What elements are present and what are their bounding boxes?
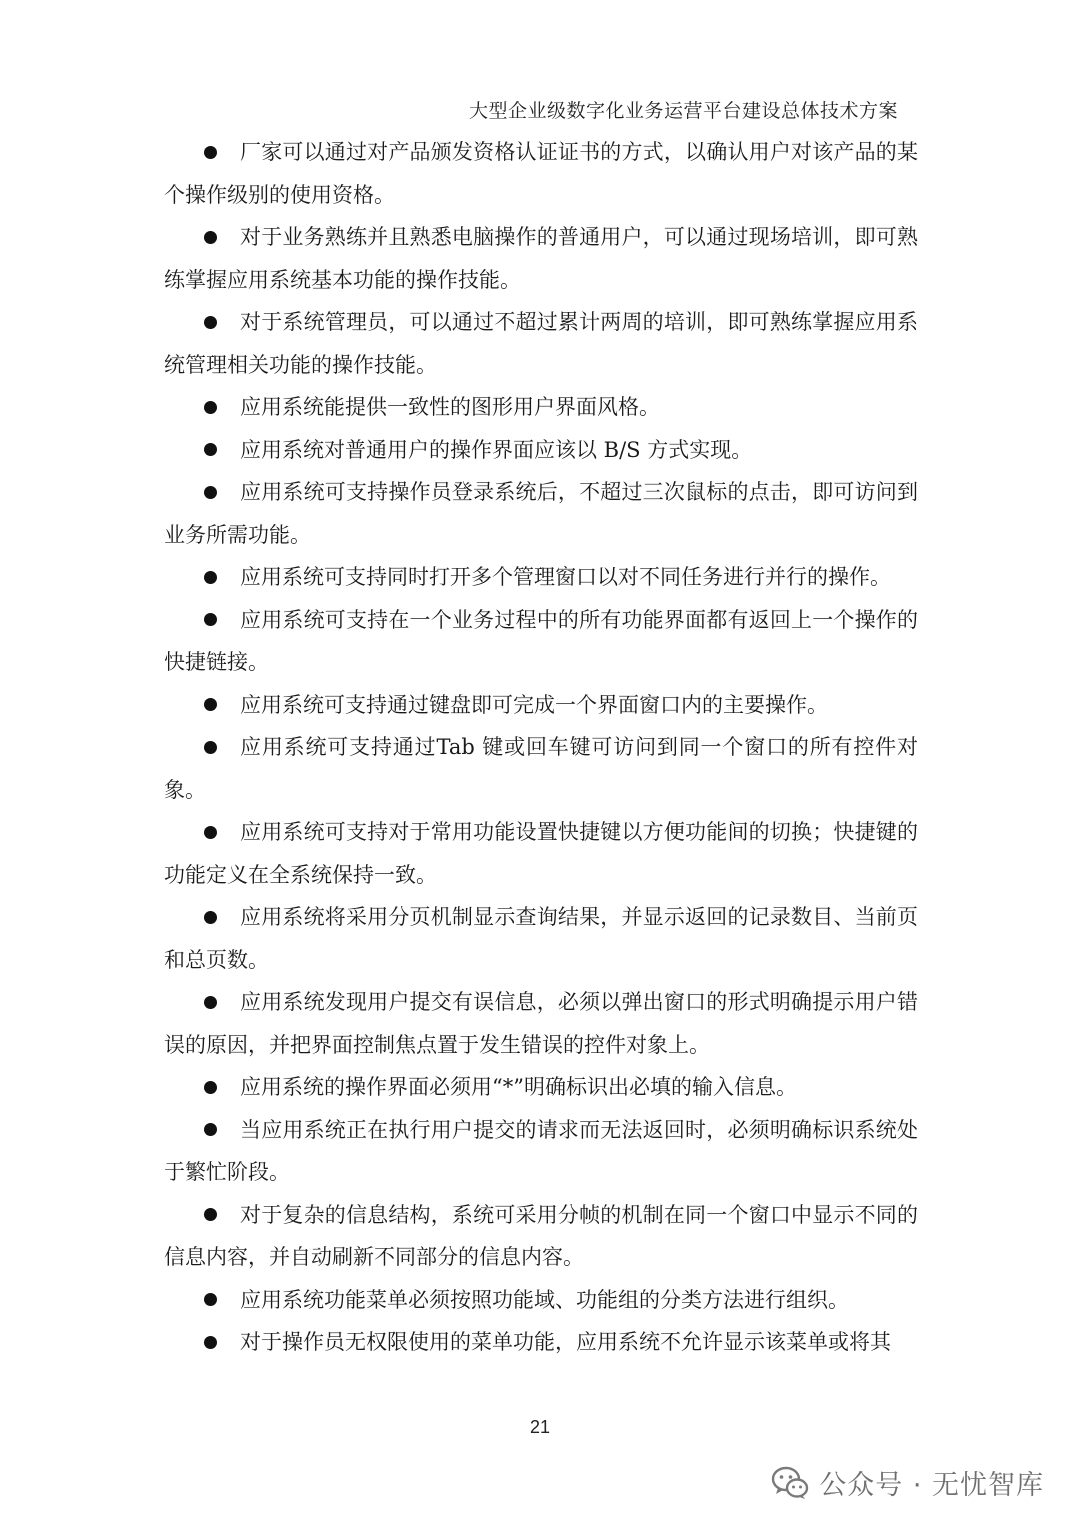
list-item	[164, 471, 918, 556]
watermark	[771, 1463, 1044, 1502]
list-item-text: 应用系统可支持对于常用功能设置快捷键以方便功能间的切换；快捷键的功能定义在全系统保持一致。	[164, 820, 918, 887]
list-item-text: 应用系统可支持操作员登录系统后，不超过三次鼠标的点击，即可访问到业务所需功能。	[164, 480, 918, 547]
bullet-list	[164, 131, 918, 1364]
list-item-text: 应用系统功能菜单必须按照功能域、功能组的分类方法进行组织。	[240, 1287, 849, 1312]
page-number: 21	[529, 1417, 551, 1437]
list-item	[164, 386, 918, 429]
bullet-icon	[204, 401, 217, 414]
list-item-text: 应用系统发现用户提交有误信息，必须以弹出窗口的形式明确提示用户错误的原因，并把界面控制焦点置于发生错误的控件对象上。	[164, 990, 918, 1057]
list-item	[164, 896, 918, 981]
list-item-text: 厂家可以通过对产品颁发资格认证证书的方式，以确认用户对该产品的某个操作级别的使用资格。	[164, 140, 918, 207]
bullet-icon	[204, 613, 217, 626]
list-item	[164, 599, 918, 684]
list-item-text: 应用系统可支持通过Tab 键或回车键可访问到同一个窗口的所有控件对象。	[164, 735, 918, 802]
list-item	[164, 1321, 918, 1364]
list-item	[164, 1066, 918, 1109]
bullet-icon	[204, 996, 217, 1009]
bullet-icon	[204, 741, 217, 754]
list-item-text: 对于复杂的信息结构，系统可采用分帧的机制在同一个窗口中显示不同的信息内容，并自动刷新不同部分的信息内容。	[164, 1202, 918, 1269]
bullet-icon	[204, 1123, 217, 1136]
list-item	[164, 726, 918, 811]
list-item	[164, 981, 918, 1066]
list-item	[164, 216, 918, 301]
list-item-text: 应用系统对普通用户的操作界面应该以 B/S 方式实现。	[240, 437, 753, 462]
wechat-icon	[771, 1466, 809, 1500]
list-item	[164, 429, 918, 472]
list-item-text: 应用系统可支持在一个业务过程中的所有功能界面都有返回上一个操作的快捷链接。	[164, 607, 918, 674]
list-item-text: 对于业务熟练并且熟悉电脑操作的普通用户，可以通过现场培训，即可熟练掌握应用系统基本功能的操作技能。	[164, 225, 918, 292]
bullet-icon	[204, 911, 217, 924]
list-item-text: 应用系统将采用分页机制显示查询结果，并显示返回的记录数目、当前页和总页数。	[164, 905, 918, 972]
list-item-text: 应用系统可支持同时打开多个管理窗口以对不同任务进行并行的操作。	[240, 565, 891, 589]
document-header: 大型企业级数字化业务运营平台建设总体技术方案	[468, 100, 898, 122]
list-item-text: 应用系统能提供一致性的图形用户界面风格。	[240, 395, 660, 419]
bullet-icon	[204, 146, 217, 159]
list-item-text: 对于系统管理员，可以通过不超过累计两周的培训，即可熟练掌握应用系统管理相关功能的操作技能。	[164, 310, 918, 377]
bullet-icon	[204, 826, 217, 839]
list-item	[164, 1109, 918, 1194]
list-item	[164, 1194, 918, 1279]
bullet-icon	[204, 698, 217, 711]
list-item	[164, 684, 918, 727]
bullet-icon	[204, 1336, 217, 1349]
watermark-text: 公众号 · 无忧智库	[819, 1470, 1044, 1501]
bullet-icon	[204, 231, 217, 244]
bullet-icon	[204, 443, 217, 456]
bullet-icon	[204, 571, 217, 584]
bullet-icon	[204, 486, 217, 499]
list-item	[164, 301, 918, 386]
list-item-text: 应用系统的操作界面必须用“*”明确标识出必填的输入信息。	[240, 1075, 797, 1099]
list-item	[164, 556, 918, 599]
list-item	[164, 131, 918, 216]
list-item-text: 当应用系统正在执行用户提交的请求而无法返回时，必须明确标识系统处于繁忙阶段。	[164, 1117, 918, 1184]
list-item	[164, 811, 918, 896]
list-item-text: 对于操作员无权限使用的菜单功能，应用系统不允许显示该菜单或将其	[240, 1330, 891, 1354]
list-item	[164, 1279, 918, 1322]
bullet-icon	[204, 1293, 217, 1306]
list-item-text: 应用系统可支持通过键盘即可完成一个界面窗口内的主要操作。	[240, 692, 828, 717]
bullet-icon	[204, 1208, 217, 1221]
bullet-icon	[204, 316, 217, 329]
bullet-icon	[204, 1081, 217, 1094]
